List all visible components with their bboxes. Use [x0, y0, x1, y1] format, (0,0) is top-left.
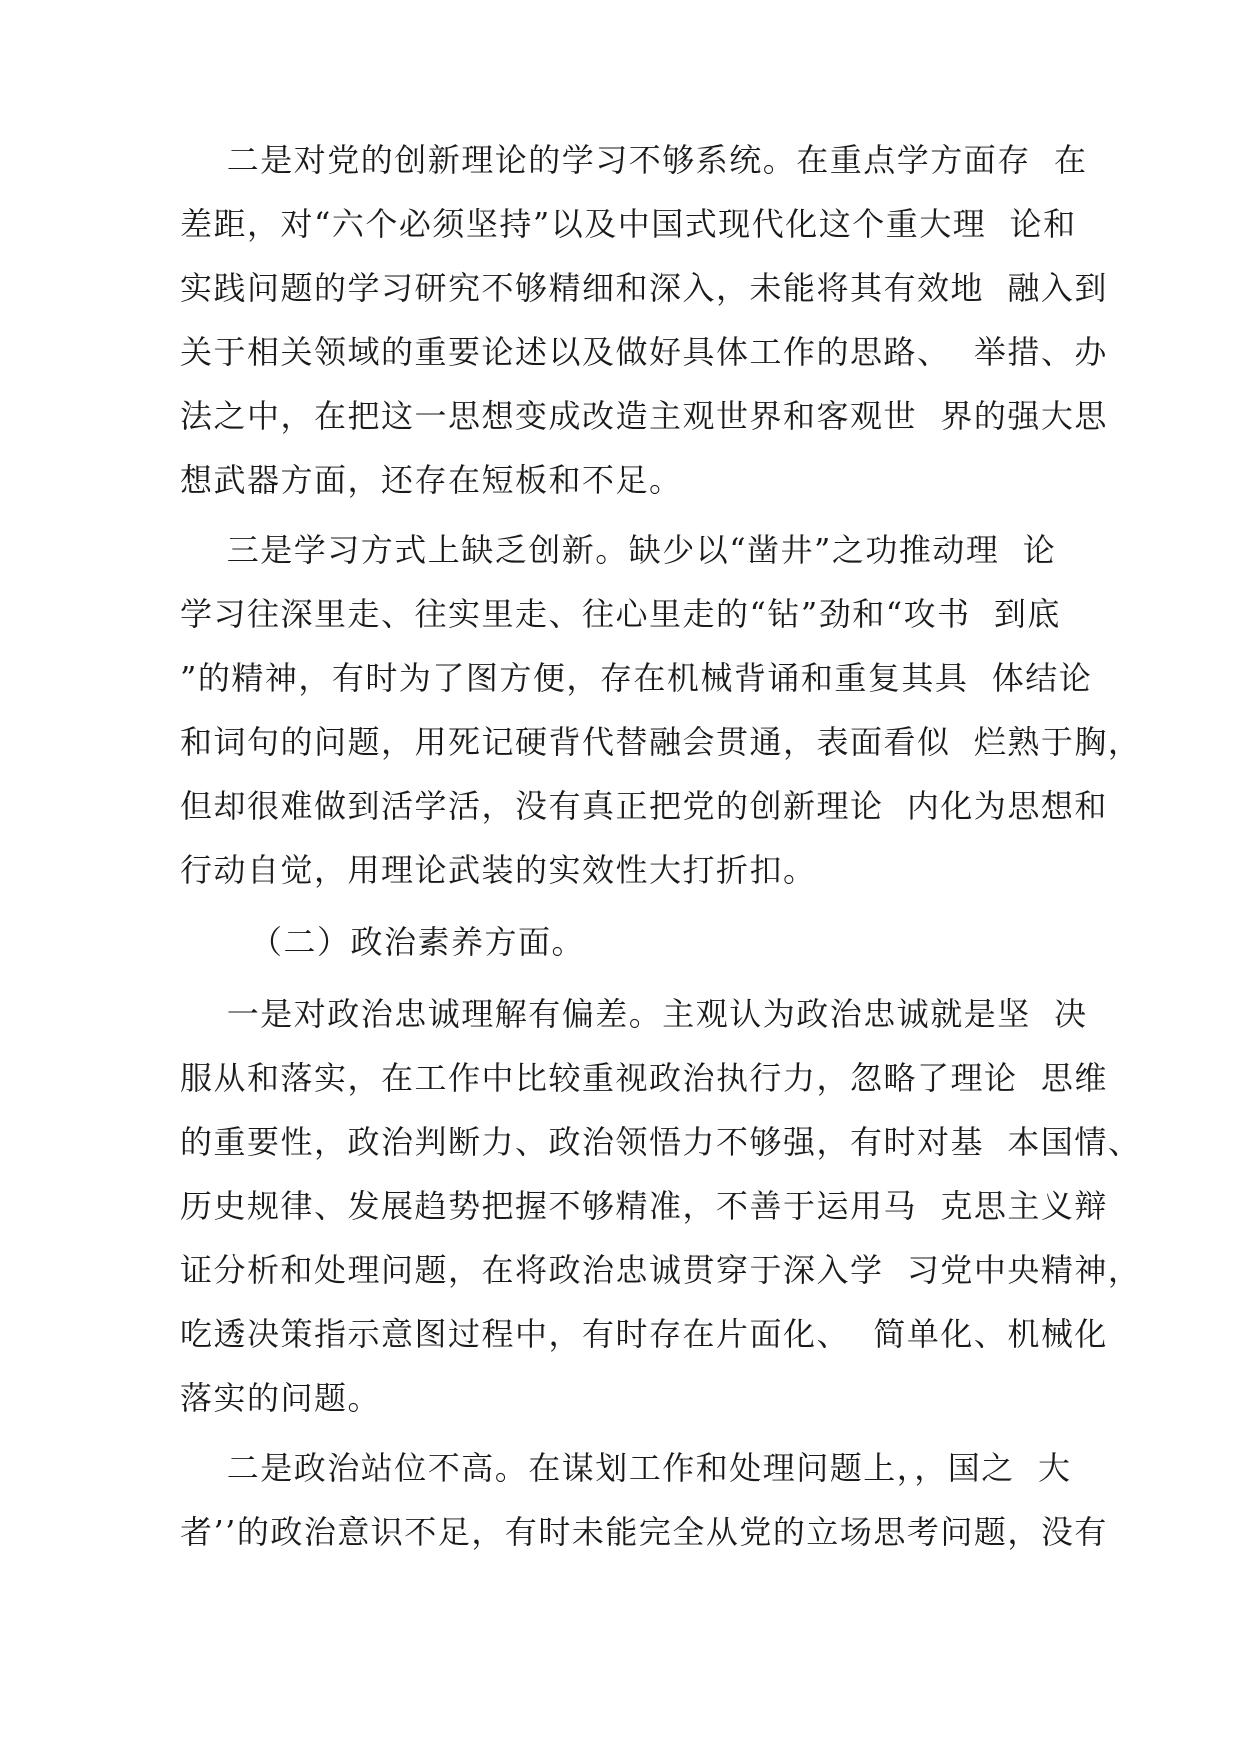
text-line: 和词句的问题，用死记硬背代替融会贯通，表面看似 烂熟于胸，	[180, 723, 1142, 761]
text-line: 学习往深里走、往实里走、往心里走的“钻”劲和“攻书 到底	[180, 595, 1061, 633]
text-line: 服从和落实，在工作中比较重视政治执行力，忽略了理论 思维	[180, 1059, 1108, 1097]
text-line: 历史规律、发展趋势把握不够精准，不善于运用马 克思主义辩	[180, 1187, 1108, 1225]
text-line: ”的精神，有时为了图方便，存在机械背诵和重复其具 体结论	[180, 659, 1093, 697]
text-line: 吃透决策指示意图过程中，有时存在片面化、 简单化、机械化	[180, 1315, 1108, 1353]
text-line: 二是政治站位不高。在谋划工作和处理问题上，，国之 大	[180, 1449, 1072, 1487]
text-line: 的重要性，政治判断力、政治领悟力不够强，有时对基 本国情、	[180, 1123, 1142, 1161]
text-line: 实践问题的学习研究不够精细和深入，未能将其有效地 融入到	[180, 269, 1108, 307]
text-line: 三是学习方式上缺乏创新。缺少以“凿井”之功推动理 论	[180, 531, 1057, 569]
text-line: 关于相关领域的重要论述以及做好具体工作的思路、 举措、办	[180, 333, 1108, 371]
section-heading: （二）政治素养方面。	[180, 923, 586, 961]
text-line: 法之中，在把这一思想变成改造主观世界和客观世 界的强大思	[180, 397, 1108, 435]
text-line: 落实的问题。	[180, 1379, 382, 1417]
text-line: 一是对政治忠诚理解有偏差。主观认为政治忠诚就是坚 决	[180, 995, 1088, 1033]
text-line: 想武器方面，还存在短板和不足。	[180, 461, 683, 499]
text-line: 差距，对“六个必须坚持”以及中国式现代化这个重大理 论和	[180, 205, 1077, 243]
text-line: 证分析和处理问题，在将政治忠诚贯穿于深入学 习党中央精神，	[180, 1251, 1142, 1289]
text-line: 行动自觉，用理论武装的实效性大打折扣。	[180, 851, 817, 889]
text-line: 者’’的政治意识不足，有时未能完全从党的立场思考问题，没有	[180, 1513, 1108, 1551]
text-line: 二是对党的创新理论的学习不够系统。在重点学方面存 在	[180, 141, 1088, 179]
text-line: 但却很难做到活学活，没有真正把党的创新理论 内化为思想和	[180, 787, 1108, 825]
